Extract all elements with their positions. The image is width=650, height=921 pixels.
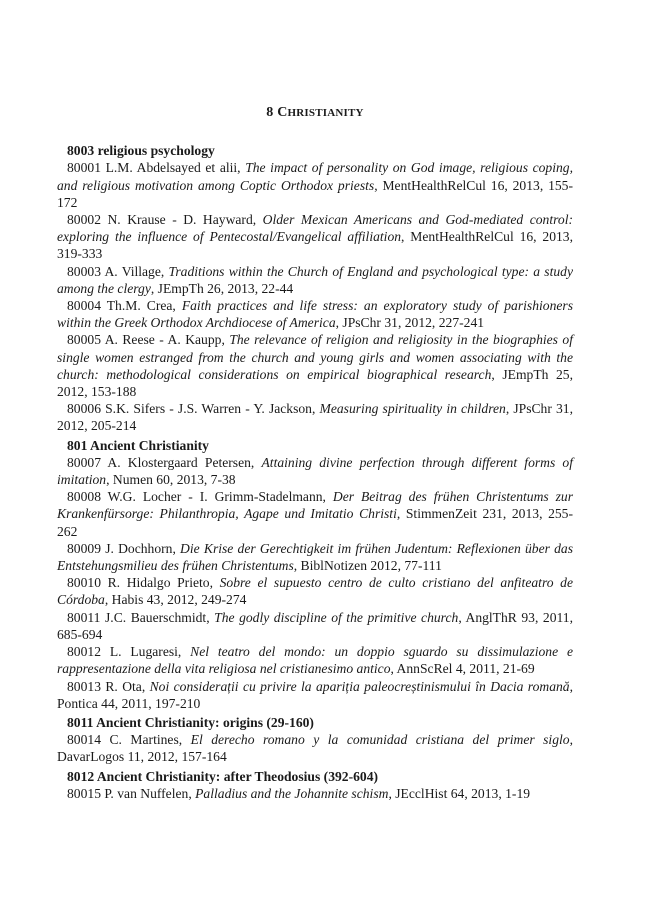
bibliography-entry: [57, 609, 573, 643]
entry-pre: 80010 R. Hidalgo Prieto,: [67, 575, 220, 591]
entry-title: El derecho romano y la comunidad cristiana del primer siglo: [190, 732, 570, 748]
entry-pre: 80014 C. Martines,: [67, 732, 191, 748]
bibliography-entry: [57, 297, 573, 331]
entry-pre: 80004 Th.M. Crea,: [67, 298, 182, 314]
entry-pre: 80008 W.G. Locher - I. Grimm-Stadelmann,: [67, 489, 333, 505]
bibliography-entry: [57, 331, 573, 400]
chapter-title-initial: C: [277, 105, 288, 120]
entry-post: , Habis 43, 2012, 249-274: [104, 592, 247, 608]
entry-title: Older Mexican Americans and God-mediated control: exploring the influence of Pentecostal/Evangelical affiliation: [57, 212, 573, 245]
page: [57, 0, 573, 802]
bibliography-entry: [57, 731, 573, 765]
entry-pre: 80005 A. Reese - A. Kaupp,: [67, 332, 230, 348]
chapter-title-rest: HRISTIANITY: [287, 107, 364, 119]
entry-post: , JEmpTh 25, 2012, 153-188: [57, 366, 573, 400]
bibliography-entry: [57, 574, 573, 608]
entry-pre: 80006 S.K. Sifers - J.S. Warren - Y. Jackson,: [67, 401, 320, 417]
entry-pre: 80001 L.M. Abdelsayed et alii,: [67, 160, 246, 176]
entry-post: , Numen 60, 2013, 7-38: [106, 472, 236, 488]
bibliography-entry: [57, 540, 573, 574]
entry-post: , AnnScRel 4, 2011, 21-69: [390, 661, 535, 677]
entry-pre: 80009 J. Dochhorn,: [67, 540, 181, 556]
bibliography-entry: [57, 678, 573, 712]
entry-post: , JEmpTh 26, 2013, 22-44: [150, 280, 294, 296]
entry-title: The impact of personality on God image, religious coping, and religious motivation among Coptic Orthodox priests: [57, 160, 573, 193]
entry-title: The godly discipline of the primitive church: [214, 609, 459, 625]
bibliography-entry: [57, 211, 573, 263]
entry-title: Traditions within the Church of England and psychological type: a study among the clergy: [57, 263, 573, 296]
entry-title: Faith practices and life stress: an exploratory study of parishioners within the Greek Orthodox Archdiocese of America: [57, 298, 573, 331]
bibliography-entry: [57, 159, 573, 211]
entry-post: , MentHealthRelCul 16, 2013, 155-172: [57, 177, 573, 210]
chapter-title: [57, 104, 573, 122]
entry-title: Der Beitrag des frühen Christentums zur Krankenfürsorge: Philanthropia, Agape und Imitatio Christi: [57, 489, 574, 522]
entry-title: Nel teatro del mondo: un doppio sguardo su dissimulazione e rappresentazione della vita religiosa nel cristianesimo antico: [57, 644, 573, 677]
section-heading: 8003 religious psychology: [67, 143, 215, 159]
entry-post: , Pontica 44, 2011, 197-210: [57, 678, 574, 711]
entry-pre: 80012 L. Lugaresi,: [67, 644, 191, 660]
bibliography-list: [57, 142, 573, 802]
bibliography-entry: [57, 785, 573, 802]
section-heading: 8011 Ancient Christianity: origins (29-160): [67, 714, 314, 730]
bibliography-entry: [57, 643, 573, 677]
entry-title: Noi considerații cu privire la apariția paleocreștinismului în Dacia romană: [149, 678, 570, 694]
bibliography-entry: [57, 454, 573, 488]
entry-post: , JEcclHist 64, 2013, 1-19: [388, 785, 531, 801]
entry-post: , DavarLogos 11, 2012, 157-164: [57, 732, 573, 765]
entry-post: , JPsChr 31, 2012, 205-214: [57, 401, 573, 434]
entry-title: The relevance of religion and religiosity in the biographies of single women estranged from the church and young girls and women associating with the church: methodological considerations on empirical biographical research: [57, 332, 573, 382]
entry-title: Sobre el supuesto centro de culto cristiano del anfiteatro de Córdoba: [57, 575, 573, 608]
bibliography-entry: [57, 263, 573, 297]
entry-post: , JPsChr 31, 2012, 227-241: [335, 315, 485, 331]
entry-pre: 80003 A. Village,: [67, 263, 169, 279]
entry-post: , BiblNotizen 2012, 77-111: [293, 558, 442, 574]
section-heading: 801 Ancient Christianity: [67, 437, 209, 453]
entry-title: Measuring spirituality in children: [319, 401, 506, 417]
entry-title: Attaining divine perfection through different forms of imitation: [57, 454, 573, 488]
entry-pre: 80011 J.C. Bauerschmidt,: [67, 609, 215, 625]
entry-post: , StimmenZeit 231, 2013, 255-262: [57, 506, 573, 539]
bibliography-entry: [57, 488, 573, 540]
entry-title: Palladius and the Johannite schism: [195, 785, 389, 801]
entry-title: Die Krise der Gerechtigkeit im frühen Judentum: Reflexionen über das Entstehungsmilieu des frühen Christentums: [57, 540, 573, 574]
entry-pre: 80013 R. Ota,: [67, 678, 150, 694]
entry-pre: 80002 N. Krause - D. Hayward,: [67, 212, 263, 228]
entry-pre: 80015 P. van Nuffelen,: [67, 785, 196, 801]
bibliography-entry: [57, 400, 573, 434]
entry-pre: 80007 A. Klostergaard Petersen,: [67, 454, 262, 470]
entry-post: , MentHealthRelCul 16, 2013, 319-333: [57, 229, 573, 262]
entry-post: , AnglThR 93, 2011, 685-694: [57, 609, 573, 642]
chapter-number: 8: [266, 105, 274, 120]
section-heading: 8012 Ancient Christianity: after Theodosius (392-604): [67, 768, 379, 784]
